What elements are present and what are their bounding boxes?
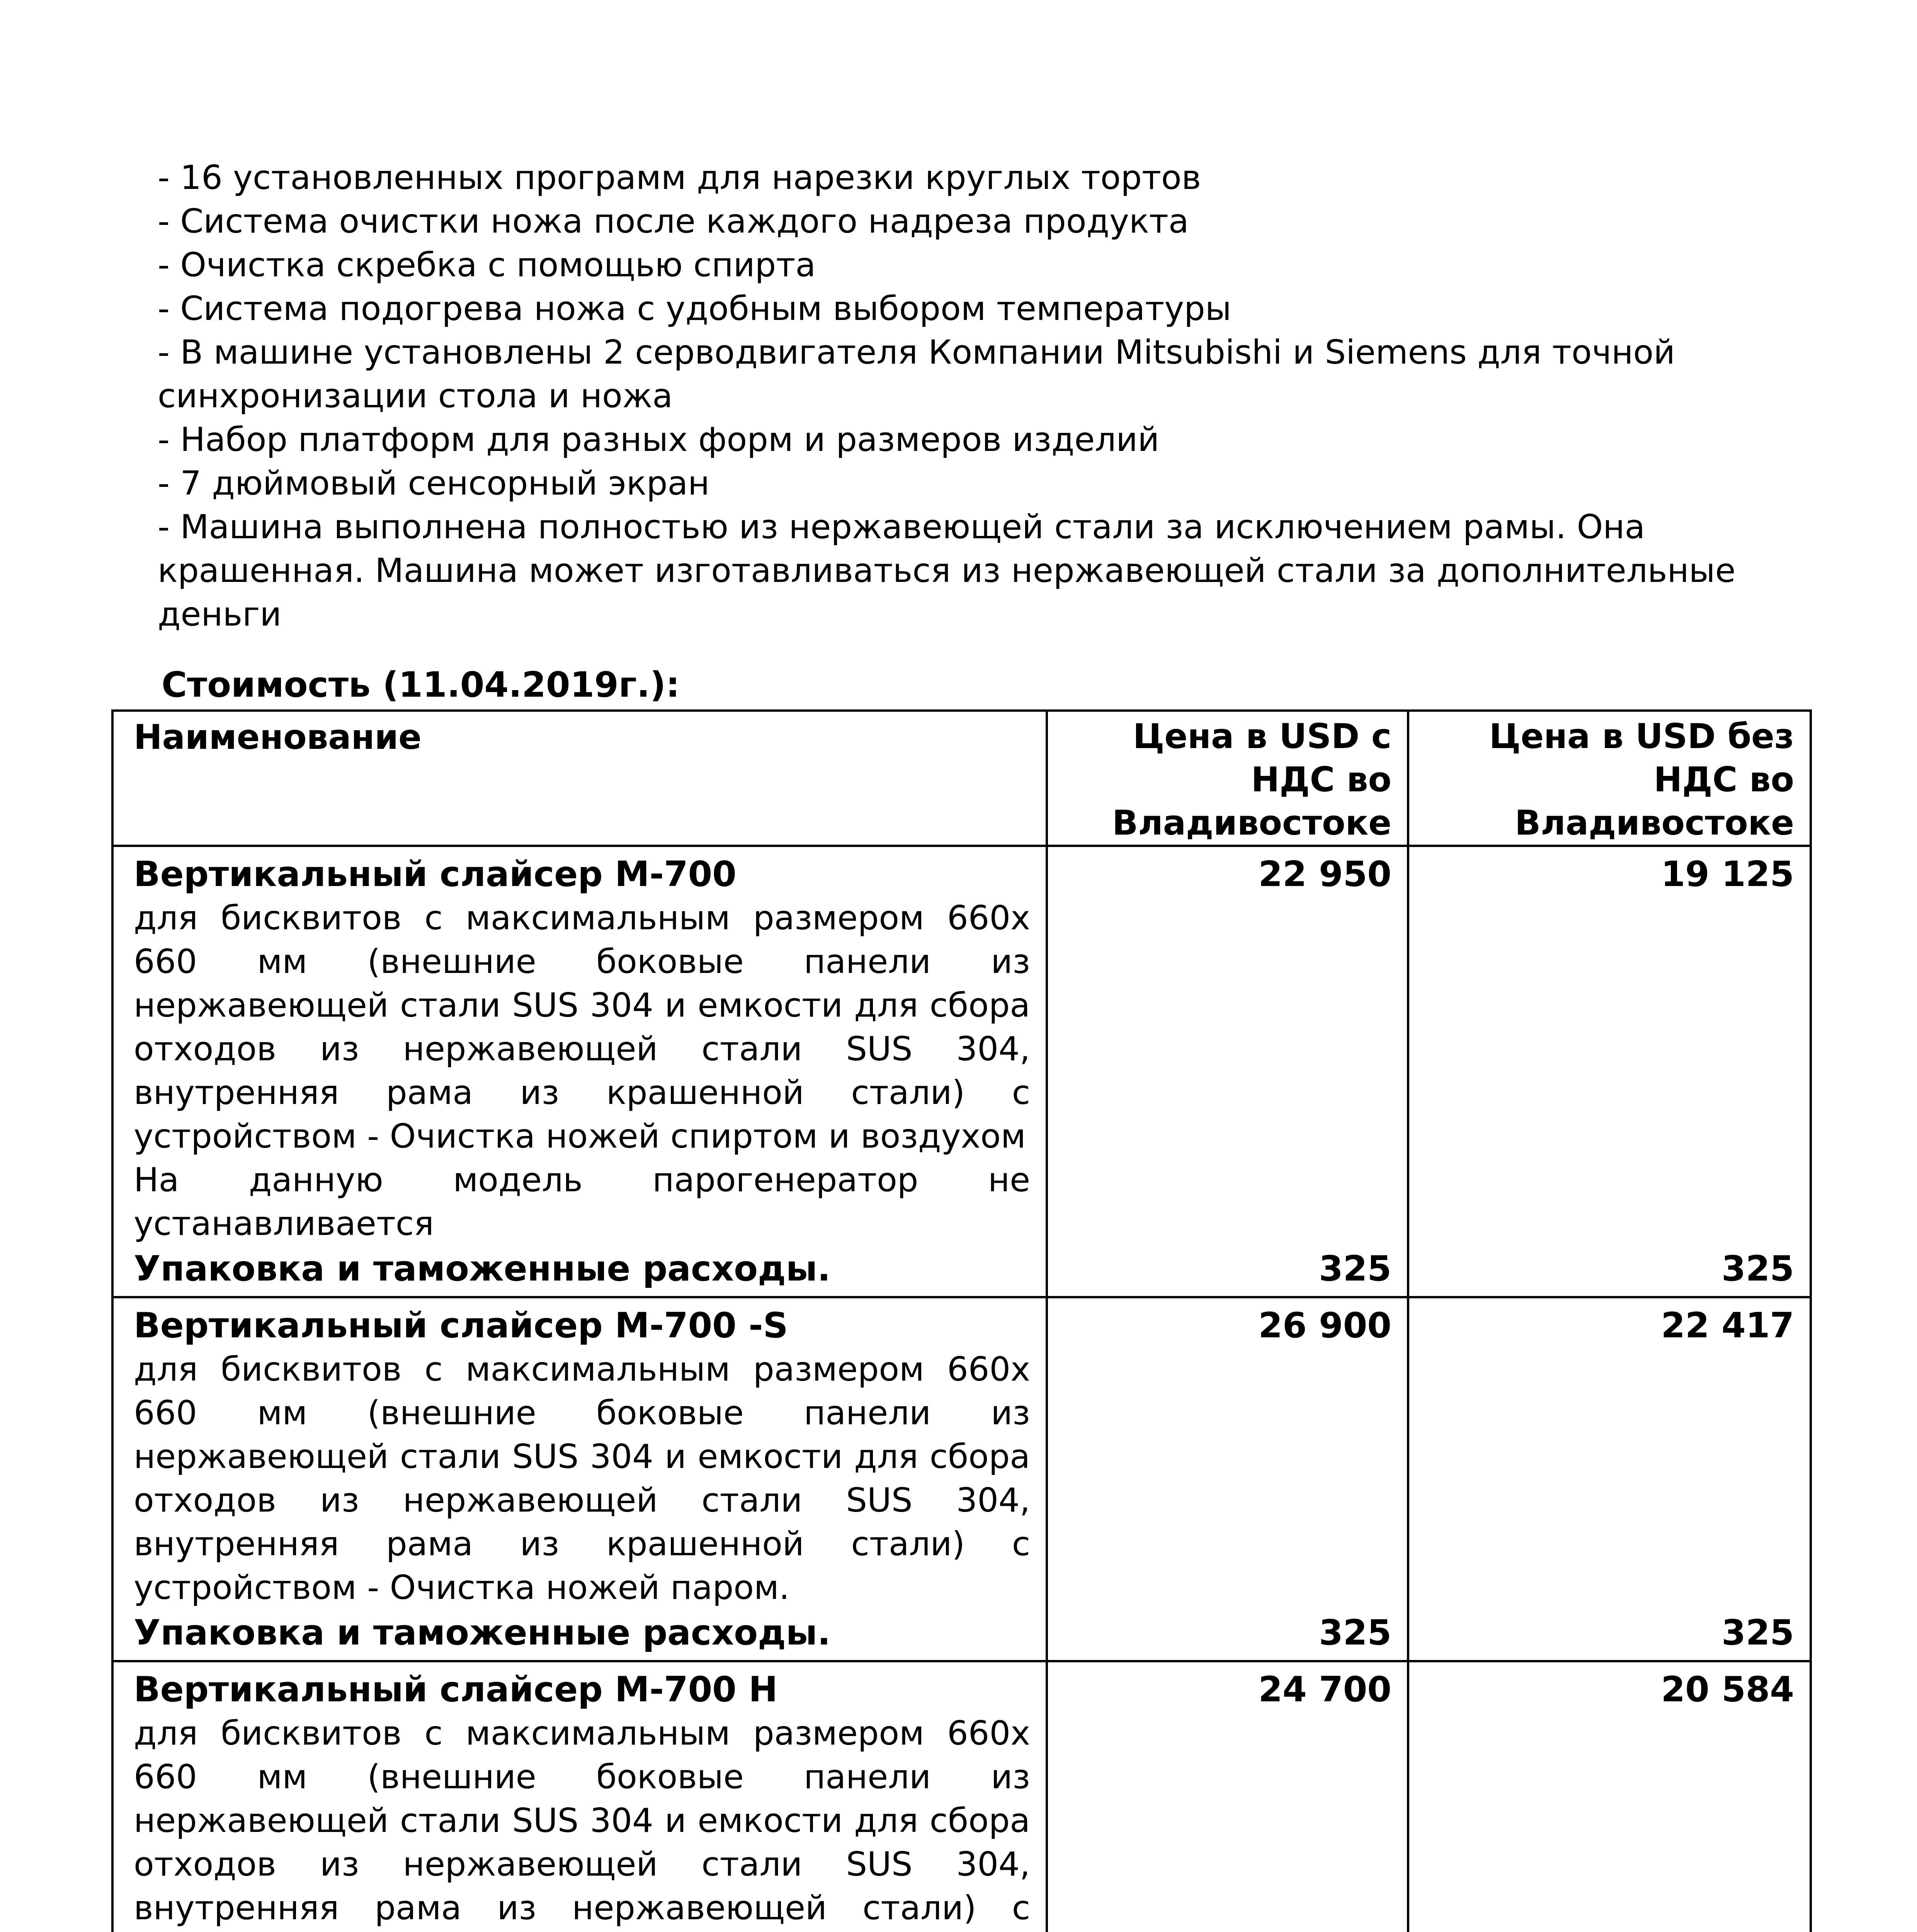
extra-costs-label: Упаковка и таможенные расходы. bbox=[134, 1248, 831, 1289]
price-vat: 24 700 bbox=[1258, 1669, 1391, 1710]
header-price-vat: Цена в USD с НДС во Владивостоке bbox=[1047, 711, 1408, 846]
table-header-row bbox=[112, 711, 1811, 846]
product-title: Вертикальный слайсер М-700 bbox=[134, 854, 737, 895]
price-vat-cell bbox=[1047, 846, 1408, 1297]
product-cell bbox=[112, 846, 1047, 1297]
extra-no-vat: 325 bbox=[1721, 1248, 1794, 1289]
price-no-vat-cell bbox=[1408, 1297, 1811, 1661]
feature-item: - 16 установленных программ для нарезки круглых тортов bbox=[158, 158, 1201, 197]
product-cell bbox=[112, 1297, 1047, 1661]
feature-item: - Система очистки ножа после каждого надреза продукта bbox=[158, 202, 1189, 241]
product-description: для бисквитов с максимальным размером 660х 660 мм (внешние боковые панели из нержавеющей стали SUS 304 и емкости для сбора отходов из нержавеющей стали SUS 304, внутренняя рама из крашенной стали) с устройством - Очистка ножей паром. bbox=[134, 1350, 1030, 1607]
price-no-vat: 22 417 bbox=[1661, 1305, 1794, 1346]
cost-heading: Стоимость (11.04.2019г.): bbox=[162, 665, 680, 705]
feature-item: - Набор платформ для разных форм и размеров изделий bbox=[158, 420, 1160, 459]
price-table bbox=[111, 709, 1812, 1932]
feature-item: - В машине установлены 2 серводвигателя Компании Mitsubishi и Siemens для точной синхронизации стола и ножа bbox=[158, 333, 1675, 415]
price-vat-cell bbox=[1047, 1661, 1408, 1932]
price-vat: 26 900 bbox=[1258, 1305, 1391, 1346]
table-row bbox=[112, 846, 1811, 1297]
product-note: На данную модель парогенератор не устанавливается bbox=[134, 1161, 1030, 1243]
price-no-vat-cell bbox=[1408, 1661, 1811, 1932]
product-description: для бисквитов с максимальным размером 660х 660 мм (внешние боковые панели из нержавеющей стали SUS 304 и емкости для сбора отходов из нержавеющей стали SUS 304, внутренняя рама из нержавеющей стали) с bbox=[134, 1714, 1030, 1927]
table-row bbox=[112, 1297, 1811, 1661]
extra-vat: 325 bbox=[1319, 1248, 1391, 1289]
product-title: Вертикальный слайсер М-700 H bbox=[134, 1669, 778, 1710]
feature-list bbox=[158, 156, 1858, 636]
product-description: для бисквитов с максимальным размером 660х 660 мм (внешние боковые панели из нержавеющей стали SUS 304 и емкости для сбора отходов из нержавеющей стали SUS 304, внутренняя рама из крашенной стали) с устройством - Очистка ножей спиртом и воздухом bbox=[134, 899, 1030, 1156]
price-no-vat: 20 584 bbox=[1661, 1669, 1794, 1710]
extra-vat: 325 bbox=[1319, 1612, 1391, 1653]
extra-no-vat: 325 bbox=[1721, 1612, 1794, 1653]
header-price-no-vat: Цена в USD без НДС во Владивостоке bbox=[1408, 711, 1811, 846]
price-no-vat: 19 125 bbox=[1661, 854, 1794, 895]
table-row bbox=[112, 1661, 1811, 1932]
price-vat: 22 950 bbox=[1258, 854, 1391, 895]
feature-item: - 7 дюймовый сенсорный экран bbox=[158, 464, 710, 503]
product-title: Вертикальный слайсер М-700 -S bbox=[134, 1305, 788, 1346]
product-cell bbox=[112, 1661, 1047, 1932]
feature-item: - Машина выполнена полностью из нержавеющей стали за исключением рамы. Она крашенная. Машина может изготавливаться из нержавеющей стали за дополнительные деньги bbox=[158, 508, 1736, 634]
price-vat-cell bbox=[1047, 1297, 1408, 1661]
extra-costs-label: Упаковка и таможенные расходы. bbox=[134, 1612, 831, 1653]
feature-item: - Очистка скребка с помощью спирта bbox=[158, 246, 816, 284]
header-name: Наименование bbox=[112, 711, 1047, 846]
feature-item: - Система подогрева ножа с удобным выбором температуры bbox=[158, 289, 1232, 328]
price-no-vat-cell bbox=[1408, 846, 1811, 1297]
